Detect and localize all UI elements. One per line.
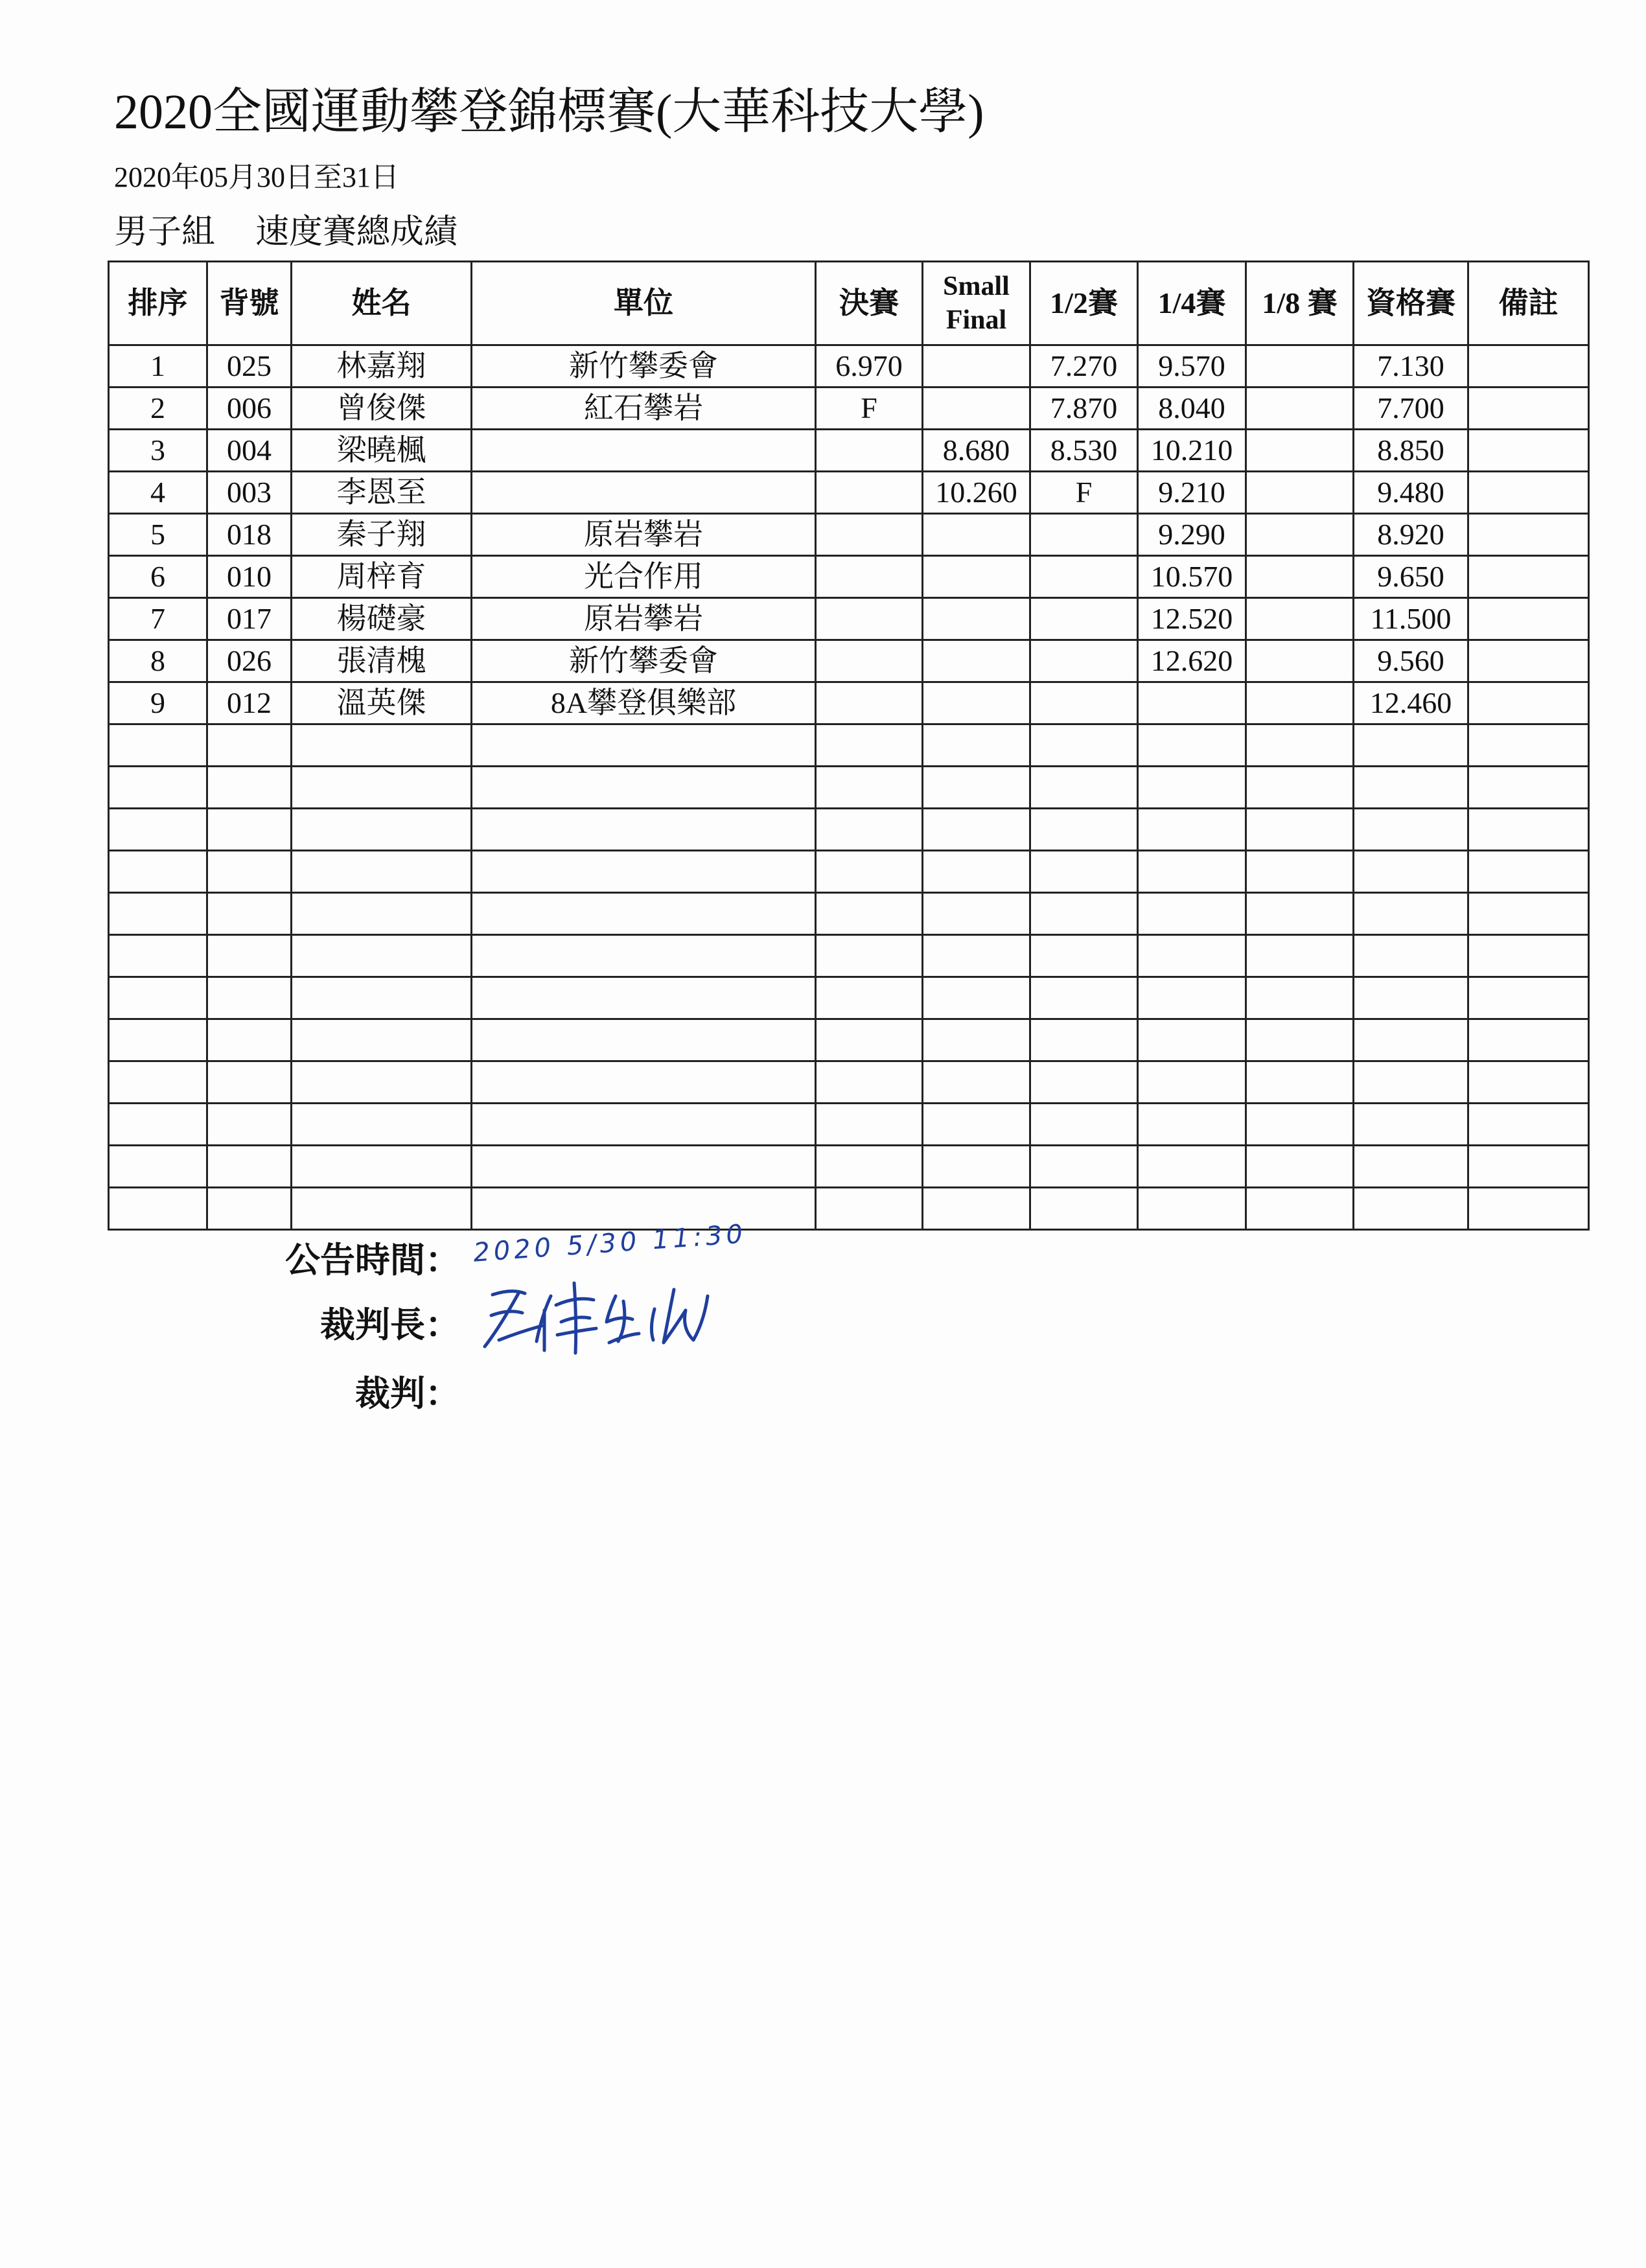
cell-bib: 012 <box>207 682 292 724</box>
cell-remarks <box>1468 514 1589 556</box>
cell-name: 溫英傑 <box>292 682 472 724</box>
empty-cell <box>292 1188 472 1230</box>
empty-cell <box>1138 767 1246 809</box>
cell-bib: 018 <box>207 514 292 556</box>
cell-rank: 9 <box>109 682 207 724</box>
empty-cell <box>923 1188 1030 1230</box>
header-qualification: 資格賽 <box>1354 262 1468 345</box>
cell-bib: 026 <box>207 640 292 682</box>
cell-qualification: 12.460 <box>1354 682 1468 724</box>
cell-semifinal: 7.270 <box>1030 345 1138 388</box>
empty-cell <box>1354 851 1468 893</box>
empty-cell <box>1468 1061 1589 1104</box>
cell-qualification: 8.920 <box>1354 514 1468 556</box>
empty-cell <box>109 809 207 851</box>
empty-cell <box>292 1061 472 1104</box>
empty-table-row <box>109 767 1589 809</box>
cell-name: 梁曉楓 <box>292 430 472 472</box>
cell-team <box>472 430 816 472</box>
cell-round-of-16 <box>1246 388 1354 430</box>
empty-cell <box>1030 724 1138 767</box>
empty-cell <box>816 1061 923 1104</box>
cell-team: 光合作用 <box>472 556 816 598</box>
table-row <box>109 472 1589 514</box>
empty-cell <box>1468 1019 1589 1061</box>
empty-cell <box>472 1019 816 1061</box>
cell-final: F <box>816 388 923 430</box>
empty-table-row <box>109 1061 1589 1104</box>
cell-rank: 3 <box>109 430 207 472</box>
cell-quarterfinal <box>1138 682 1246 724</box>
empty-cell <box>207 977 292 1019</box>
empty-cell <box>472 1104 816 1146</box>
empty-cell <box>292 1104 472 1146</box>
empty-cell <box>109 1146 207 1188</box>
empty-cell <box>816 1104 923 1146</box>
empty-cell <box>472 724 816 767</box>
empty-cell <box>1246 724 1354 767</box>
empty-cell <box>109 1104 207 1146</box>
empty-cell <box>1138 1061 1246 1104</box>
cell-rank: 2 <box>109 388 207 430</box>
cell-final <box>816 640 923 682</box>
cell-small-final <box>923 682 1030 724</box>
empty-cell <box>472 767 816 809</box>
empty-cell <box>1246 851 1354 893</box>
cell-bib: 017 <box>207 598 292 640</box>
empty-cell <box>1246 1061 1354 1104</box>
cell-rank: 5 <box>109 514 207 556</box>
empty-cell <box>1468 724 1589 767</box>
cell-small-final: 8.680 <box>923 430 1030 472</box>
table-row <box>109 598 1589 640</box>
cell-round-of-16 <box>1246 430 1354 472</box>
empty-cell <box>1030 1061 1138 1104</box>
category-line <box>114 216 458 249</box>
header-rank: 排序 <box>109 262 207 345</box>
empty-cell <box>1354 1188 1468 1230</box>
empty-cell <box>816 851 923 893</box>
cell-team <box>472 472 816 514</box>
empty-cell <box>1354 724 1468 767</box>
announce-time-label: 公告時間： <box>285 1241 460 1280</box>
cell-qualification: 8.850 <box>1354 430 1468 472</box>
empty-cell <box>1246 1019 1354 1061</box>
empty-cell <box>1468 851 1589 893</box>
empty-cell <box>109 1019 207 1061</box>
cell-remarks <box>1468 472 1589 514</box>
empty-cell <box>1468 935 1589 977</box>
table-row <box>109 682 1589 724</box>
empty-cell <box>1030 1104 1138 1146</box>
empty-table-row <box>109 851 1589 893</box>
empty-cell <box>1246 1188 1354 1230</box>
table-row <box>109 430 1589 472</box>
cell-final <box>816 598 923 640</box>
empty-cell <box>923 851 1030 893</box>
cell-small-final <box>923 345 1030 388</box>
empty-cell <box>207 1019 292 1061</box>
cell-team: 8A攀登俱樂部 <box>472 682 816 724</box>
cell-name: 林嘉翔 <box>292 345 472 388</box>
cell-small-final <box>923 556 1030 598</box>
cell-qualification: 7.130 <box>1354 345 1468 388</box>
table-header-row <box>109 262 1589 345</box>
empty-table-row <box>109 724 1589 767</box>
empty-cell <box>923 724 1030 767</box>
empty-cell <box>109 851 207 893</box>
cell-semifinal: 8.530 <box>1030 430 1138 472</box>
cell-round-of-16 <box>1246 598 1354 640</box>
header-round-of-16: 1/8 賽 <box>1246 262 1354 345</box>
empty-cell <box>1468 767 1589 809</box>
empty-cell <box>1246 977 1354 1019</box>
empty-cell <box>1030 1146 1138 1188</box>
cell-small-final <box>923 514 1030 556</box>
empty-cell <box>207 809 292 851</box>
group-label: 男子組 <box>114 214 216 251</box>
empty-cell <box>923 935 1030 977</box>
announce-time-value: 2020 5/30 11:30 <box>472 1219 748 1268</box>
empty-cell <box>472 893 816 935</box>
empty-cell <box>207 1146 292 1188</box>
empty-cell <box>472 1061 816 1104</box>
cell-quarterfinal: 8.040 <box>1138 388 1246 430</box>
empty-cell <box>1354 1019 1468 1061</box>
empty-cell <box>1354 935 1468 977</box>
cell-semifinal: 7.870 <box>1030 388 1138 430</box>
empty-cell <box>923 1146 1030 1188</box>
empty-table-row <box>109 1104 1589 1146</box>
cell-team: 紅石攀岩 <box>472 388 816 430</box>
empty-cell <box>1030 1188 1138 1230</box>
empty-cell <box>109 724 207 767</box>
cell-bib: 004 <box>207 430 292 472</box>
header-remarks: 備註 <box>1468 262 1589 345</box>
empty-cell <box>923 767 1030 809</box>
cell-semifinal <box>1030 640 1138 682</box>
empty-cell <box>1138 893 1246 935</box>
cell-bib: 006 <box>207 388 292 430</box>
empty-cell <box>292 809 472 851</box>
cell-name: 秦子翔 <box>292 514 472 556</box>
header-bib: 背號 <box>207 262 292 345</box>
empty-cell <box>109 767 207 809</box>
empty-cell <box>292 893 472 935</box>
table-row <box>109 514 1589 556</box>
empty-cell <box>816 1019 923 1061</box>
cell-name: 張清槐 <box>292 640 472 682</box>
empty-cell <box>1030 977 1138 1019</box>
empty-cell <box>472 935 816 977</box>
cell-rank: 1 <box>109 345 207 388</box>
cell-qualification: 9.650 <box>1354 556 1468 598</box>
empty-cell <box>1030 767 1138 809</box>
results-subtitle: 速度賽總成績 <box>255 214 458 251</box>
empty-cell <box>292 851 472 893</box>
empty-cell <box>1246 767 1354 809</box>
table-row <box>109 388 1589 430</box>
empty-cell <box>1468 977 1589 1019</box>
empty-cell <box>1468 809 1589 851</box>
empty-cell <box>816 977 923 1019</box>
empty-cell <box>109 977 207 1019</box>
cell-team: 新竹攀委會 <box>472 640 816 682</box>
cell-semifinal <box>1030 556 1138 598</box>
empty-cell <box>1246 1146 1354 1188</box>
cell-bib: 025 <box>207 345 292 388</box>
empty-cell <box>1030 1019 1138 1061</box>
cell-small-final: 10.260 <box>923 472 1030 514</box>
empty-cell <box>207 1061 292 1104</box>
chief-judge-signature <box>480 1270 726 1361</box>
empty-cell <box>1354 1146 1468 1188</box>
empty-cell <box>923 809 1030 851</box>
empty-cell <box>1138 1146 1246 1188</box>
empty-table-row <box>109 977 1589 1019</box>
judge-label: 裁判： <box>355 1374 460 1413</box>
empty-cell <box>923 1061 1030 1104</box>
empty-cell <box>207 851 292 893</box>
empty-cell <box>472 1146 816 1188</box>
cell-name: 楊礎豪 <box>292 598 472 640</box>
empty-cell <box>923 1019 1030 1061</box>
empty-cell <box>816 1146 923 1188</box>
empty-cell <box>207 767 292 809</box>
empty-cell <box>1030 851 1138 893</box>
cell-name: 李恩至 <box>292 472 472 514</box>
empty-cell <box>292 935 472 977</box>
empty-cell <box>472 977 816 1019</box>
empty-cell <box>1354 977 1468 1019</box>
cell-semifinal: F <box>1030 472 1138 514</box>
table-row <box>109 345 1589 388</box>
empty-cell <box>1138 724 1246 767</box>
empty-table-row <box>109 1019 1589 1061</box>
cell-round-of-16 <box>1246 682 1354 724</box>
table-row <box>109 640 1589 682</box>
cell-round-of-16 <box>1246 472 1354 514</box>
header-semifinal: 1/2賽 <box>1030 262 1138 345</box>
cell-small-final <box>923 388 1030 430</box>
cell-rank: 6 <box>109 556 207 598</box>
cell-quarterfinal: 9.210 <box>1138 472 1246 514</box>
empty-cell <box>816 893 923 935</box>
empty-table-row <box>109 1146 1589 1188</box>
empty-cell <box>472 851 816 893</box>
empty-cell <box>1354 1061 1468 1104</box>
cell-semifinal <box>1030 514 1138 556</box>
empty-table-row <box>109 935 1589 977</box>
empty-cell <box>109 1188 207 1230</box>
cell-final: 6.970 <box>816 345 923 388</box>
empty-cell <box>292 724 472 767</box>
cell-rank: 8 <box>109 640 207 682</box>
empty-cell <box>1354 1104 1468 1146</box>
empty-cell <box>1468 1188 1589 1230</box>
empty-cell <box>472 1188 816 1230</box>
empty-cell <box>472 809 816 851</box>
cell-quarterfinal: 12.520 <box>1138 598 1246 640</box>
cell-name: 曾俊傑 <box>292 388 472 430</box>
empty-cell <box>816 935 923 977</box>
empty-cell <box>816 1188 923 1230</box>
results-table <box>108 260 1590 1231</box>
cell-remarks <box>1468 682 1589 724</box>
cell-qualification: 11.500 <box>1354 598 1468 640</box>
cell-round-of-16 <box>1246 556 1354 598</box>
cell-team: 原岩攀岩 <box>472 514 816 556</box>
empty-cell <box>292 977 472 1019</box>
empty-cell <box>1138 1019 1246 1061</box>
empty-cell <box>207 1104 292 1146</box>
empty-cell <box>1138 1104 1246 1146</box>
cell-rank: 7 <box>109 598 207 640</box>
empty-cell <box>1354 767 1468 809</box>
empty-cell <box>1138 935 1246 977</box>
empty-cell <box>207 893 292 935</box>
empty-cell <box>109 1061 207 1104</box>
cell-final <box>816 472 923 514</box>
cell-team: 原岩攀岩 <box>472 598 816 640</box>
cell-round-of-16 <box>1246 514 1354 556</box>
empty-cell <box>292 1146 472 1188</box>
cell-bib: 010 <box>207 556 292 598</box>
empty-cell <box>1138 809 1246 851</box>
empty-cell <box>109 893 207 935</box>
empty-table-row <box>109 893 1589 935</box>
empty-cell <box>1468 893 1589 935</box>
empty-cell <box>1468 1104 1589 1146</box>
cell-bib: 003 <box>207 472 292 514</box>
empty-cell <box>1468 1146 1589 1188</box>
cell-quarterfinal: 10.210 <box>1138 430 1246 472</box>
results-body <box>109 345 1589 1230</box>
empty-cell <box>1246 1104 1354 1146</box>
cell-remarks <box>1468 556 1589 598</box>
cell-rank: 4 <box>109 472 207 514</box>
empty-cell <box>207 1188 292 1230</box>
cell-quarterfinal: 9.570 <box>1138 345 1246 388</box>
empty-cell <box>1246 935 1354 977</box>
empty-cell <box>1246 893 1354 935</box>
cell-round-of-16 <box>1246 345 1354 388</box>
cell-quarterfinal: 12.620 <box>1138 640 1246 682</box>
chief-judge-label: 裁判長： <box>320 1306 460 1345</box>
header-team: 單位 <box>472 262 816 345</box>
cell-final <box>816 682 923 724</box>
cell-small-final <box>923 640 1030 682</box>
empty-cell <box>923 893 1030 935</box>
cell-name: 周梓育 <box>292 556 472 598</box>
empty-cell <box>292 767 472 809</box>
cell-small-final <box>923 598 1030 640</box>
cell-team: 新竹攀委會 <box>472 345 816 388</box>
cell-remarks <box>1468 640 1589 682</box>
empty-table-row <box>109 809 1589 851</box>
header-name: 姓名 <box>292 262 472 345</box>
event-date: 2020年05月30日至31日 <box>114 161 399 193</box>
empty-cell <box>1246 809 1354 851</box>
cell-remarks <box>1468 388 1589 430</box>
cell-semifinal <box>1030 682 1138 724</box>
cell-semifinal <box>1030 598 1138 640</box>
empty-cell <box>1354 809 1468 851</box>
header-small-final: Small Final <box>923 262 1030 345</box>
cell-remarks <box>1468 598 1589 640</box>
empty-table-row <box>109 1188 1589 1230</box>
cell-remarks <box>1468 345 1589 388</box>
empty-cell <box>1138 977 1246 1019</box>
empty-cell <box>109 935 207 977</box>
cell-final <box>816 556 923 598</box>
empty-cell <box>207 935 292 977</box>
cell-qualification: 9.560 <box>1354 640 1468 682</box>
empty-cell <box>816 767 923 809</box>
empty-cell <box>207 724 292 767</box>
cell-qualification: 9.480 <box>1354 472 1468 514</box>
empty-cell <box>1354 893 1468 935</box>
empty-cell <box>923 1104 1030 1146</box>
empty-cell <box>1030 893 1138 935</box>
cell-round-of-16 <box>1246 640 1354 682</box>
cell-qualification: 7.700 <box>1354 388 1468 430</box>
empty-cell <box>923 977 1030 1019</box>
cell-remarks <box>1468 430 1589 472</box>
empty-cell <box>816 724 923 767</box>
document-title: 2020全國運動攀登錦標賽(大華科技大學) <box>114 85 984 139</box>
cell-quarterfinal: 10.570 <box>1138 556 1246 598</box>
cell-final <box>816 514 923 556</box>
empty-cell <box>292 1019 472 1061</box>
empty-cell <box>1030 809 1138 851</box>
table-row <box>109 556 1589 598</box>
cell-final <box>816 430 923 472</box>
empty-cell <box>1138 1188 1246 1230</box>
header-quarterfinal: 1/4賽 <box>1138 262 1246 345</box>
empty-cell <box>1030 935 1138 977</box>
empty-cell <box>816 809 923 851</box>
header-final: 決賽 <box>816 262 923 345</box>
empty-cell <box>1138 851 1246 893</box>
cell-quarterfinal: 9.290 <box>1138 514 1246 556</box>
